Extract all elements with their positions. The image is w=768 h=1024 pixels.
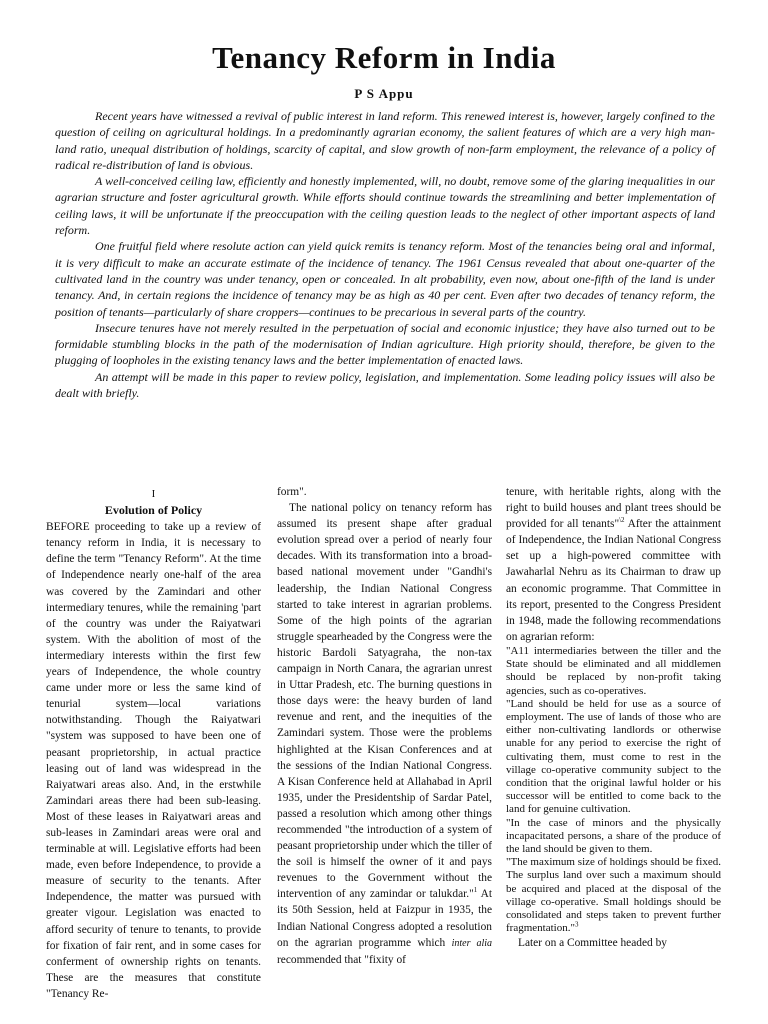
column-1 — [46, 484, 261, 1019]
body-text: The national policy on tenancy reform has assumed its present shape after gradual evolution spread over a period of nearly four decades. With its transformation into a broad-based national movement under "Gandhi's leadership, the Indian National Congress started to take interest in agrarian problems. Some of the high points of the agrarian struggle spearheaded by the Congress were the historic Bardoli Satyagraha, the non-tax campaign in North Canara, the agrarian unrest in Uttar Pradesh, etc. The burning questions in those days were: the heavy burden of land revenue and rent, and the inequities of the Zamindari system. Those were the problems highlighted at the Kisan Conferences and at the sessions of the Indian National Congress. A Kisan Conference held at Allahabad in April 1935, under the Presidentship of Sardar Patel, passed a resolution which among other things recommended "the introduction of a system of peasant proprietorship under which the tiller of the soil is himself the owner of it and pays revenues to the Government without the intervention of any zamindar or talukdar." — [277, 502, 492, 901]
body-text: tenure, with heritable rights, along with the right to build houses and plant trees should be provided for all tenants" — [506, 486, 721, 531]
body-paragraph: BEFORE proceeding to take up a review of tenancy reform in India, it is necessary to define the term "Tenancy Reform". At the time of Independence nearly one-half of the area was covered by the Zamindari and other intermediary tenures, while the remaining 'part of the country was under the Raiyatwari system. With the abolition of most of the intermediary interests within the first few years of Independence, the whole country came under more or less the same kind of tenurial system—local variations notwithstanding. Though the Raiyatwari "system was supposed to have been one of peasant proprietorship, in actual practice leasing out of land was widespread in the Raiyatwari areas also. And, in the erstwhile Zamindari areas there had been sub-leasing. Most of these leases in Raiyatwari areas and sub-leases in Zamindari areas were oral and terminable at will. Legislative efforts had been made, even before Independence, to provide a measure of security to the tenants. After Independence, the matter was pursued with greater vigour. Legislation was enacted to afford security of tenure to tenants, to provide for fixation of fair rent, and in some cases for conferment of ownership rights on tenants. These are the measures that constitute "Tenancy Re- — [46, 521, 261, 1000]
quote-paragraph: "Land should be held for use as a source of employment. The use of lands of those who are either non-cultivating landlords or otherwise unable for any period to exercise the right of cultivating them, must come to rest in the village co-operative community subject to the condition that the original lawful holder or his successor will be entitled to come back to the land for genuine cultivation. — [506, 697, 721, 816]
body-paragraph — [506, 484, 721, 645]
column-3 — [506, 484, 721, 1019]
latin-phrase: inter alia — [451, 937, 492, 949]
quote-paragraph — [506, 856, 721, 935]
body-text: At its 50th Session, held at Faizpur in 1935, the Indian National Congress adopted a resolution on the agrarian programme which — [277, 888, 492, 949]
footnote-ref: \2 — [619, 516, 625, 525]
author-name: P S Appu — [354, 86, 414, 101]
abstract-paragraph: A well-conceived ceiling law, efficiently and honestly implemented, will, no doubt, remove some of the glaring inequalities in our agrarian structure and foster agricultural growth. While efforts should continue towards the streamlining and better implementation of ceiling laws, it will be unfortunate if the preoccupation with the ceiling question leads to the neglect of other important aspects of land reform. — [55, 174, 715, 238]
column-2 — [277, 484, 492, 1019]
quote-paragraph: "A11 intermediaries between the tiller and the State should be eliminated and all middlemen should be replaced by non-profit taking agencies, such as co-operatives. — [506, 644, 721, 697]
body-paragraph-continued: form". — [277, 486, 307, 498]
abstract-paragraph: Insecure tenures have not merely resulted in the perpetuation of social and economic injustice; they have also turned out to be formidable stumbling blocks in the path of the modernisation of Indian agriculture. High priority should, therefore, be given to the plugging of loopholes in the existing tenancy laws and the better implementation of enacted laws. — [55, 320, 715, 368]
abstract — [55, 108, 715, 401]
abstract-paragraph: Recent years have witnessed a revival of public interest in land reform. This renewed interest is, however, largely confined to the question of ceiling on agricultural holdings. In a predominantly agrarian economy, the salient features of which are a very high man-land ratio, unequal distribution of holdings, scarcity of capital, and slow growth of non-farm employment, the relevance of a policy of radical re-distribution of land is obvious. — [55, 109, 715, 172]
quote-text: "The maximum size of holdings should be fixed. The surplus land over such a maximum should be acquired and placed at the disposal of the village co-operative. Small holdings should be consolidated and steps taken to prevent further fragmentation." — [506, 856, 721, 935]
paper-title: Tenancy Reform in India — [212, 40, 556, 75]
body-paragraph — [277, 500, 492, 968]
abstract-paragraph: An attempt will be made in this paper to review policy, legislation, and implementation. Some leading policy issues will also be dealt with briefly. — [55, 369, 715, 401]
body-text: After the attainment of Independence, the Indian National Congress set up a high-powered committee with Jawaharlal Nehru as its Chairman to draw up an economic programme. That Committee in its report, presented to the Congress President in 1948, made the following recommendations on agrarian reform: — [506, 518, 721, 643]
body-text: recommended that "fixity of — [277, 953, 406, 966]
section-number: I — [151, 488, 156, 500]
body-paragraph: Later on a Committee headed by — [518, 937, 667, 950]
abstract-paragraph: One fruitful field where resolute action can yield quick remits is tenancy reform. Most of the tenancies being oral and informal, it is very difficult to make an accurate estimate of the incidence of tenancy. The 1961 Census revealed that about one-quarter of the cultivated land in the country was under tenancy, open or concealed. In alt probability, even now, about one-fifth of the land is under tenancy. And, in certain regions the incidence of tenancy may be as high as 40 per cent. Even after two decades of tenancy reform, the position of tenants—particularly of share croppers—continues to be precarious in several parts of the country. — [55, 239, 715, 319]
quote-paragraph: "In the case of minors and the physically incapacitated persons, a share of the produce of the land should be given to them. — [506, 816, 721, 855]
footnote-ref: 3 — [574, 920, 579, 929]
footnote-ref: 1 — [473, 886, 478, 895]
section-heading: Evolution of Policy — [104, 503, 203, 518]
